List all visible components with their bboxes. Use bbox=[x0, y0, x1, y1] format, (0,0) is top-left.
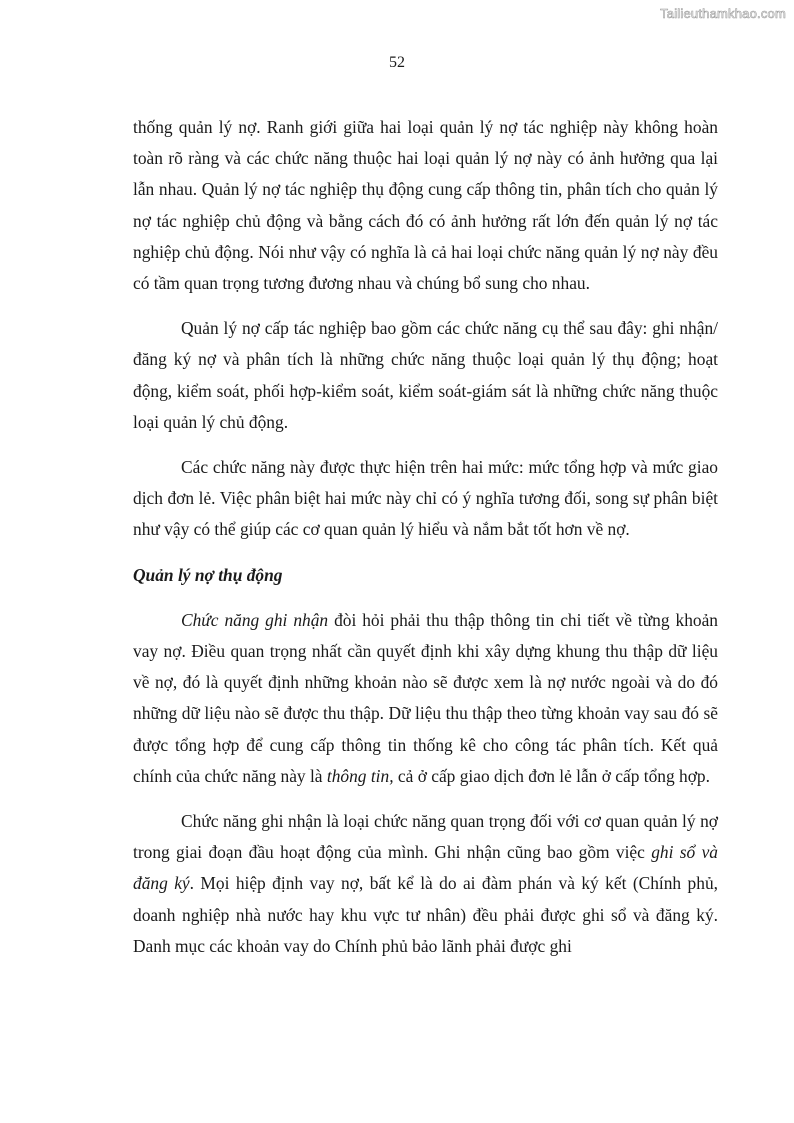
paragraph bbox=[133, 605, 718, 792]
paragraph-text: cả ở cấp giao dịch đơn lẻ lẫn ở cấp tổng hợp. bbox=[393, 765, 710, 786]
paragraph-text: . Mọi hiệp định vay nợ, bất kể là do ai đàm phán và ký kết (Chính phủ, doanh nghiệp nhà nước hay khu vực tư nhân) đều phải được ghi sổ và đăng ký. Danh mục các khoản vay do Chính phủ bảo lãnh phải được ghi bbox=[133, 873, 718, 956]
document-body bbox=[133, 112, 718, 976]
emphasis-term: ghi sổ và đăng ký bbox=[133, 842, 718, 894]
paragraph: thống quản lý nợ. Ranh giới giữa hai loại quản lý nợ tác nghiệp này không hoàn toàn rõ ràng và các chức năng thuộc hai loại quản lý nợ này có ảnh hưởng qua lại lẫn nhau. Quản lý nợ tác nghiệp thụ động cung cấp thông tin, phân tích cho quản lý nợ tác nghiệp chủ động và bằng cách đó có ảnh hưởng rất lớn đến quản lý nợ tác nghiệp chủ động. Nói như vậy có nghĩa là cả hai loại chức năng quản lý nợ này đều có tầm quan trọng tương đương nhau và chúng bổ sung cho nhau. bbox=[133, 117, 718, 294]
section-heading: Quản lý nợ thụ động bbox=[133, 564, 283, 585]
page-number: 52 bbox=[389, 54, 405, 71]
watermark: Tailieuthamkhao.com bbox=[660, 6, 786, 21]
paragraph-text: đòi hỏi phải thu thập thông tin chi tiết về từng khoản vay nợ. Điều quan trọng nhất cần quyết định khi xây dựng khung thu thập dữ liệu về nợ, đó là quyết định những khoản nào sẽ được xem là nợ nước ngoài và do đó những dữ liệu nào sẽ được thu thập. Dữ liệu thu thập theo từng khoản vay sau đó sẽ được tổng hợp để cung cấp thông tin thống kê cho công tác phân tích. Kết quả chính của chức năng này là bbox=[133, 609, 719, 786]
paragraph: Các chức năng này được thực hiện trên hai mức: mức tổng hợp và mức giao dịch đơn lẻ. Việc phân biệt hai mức này chỉ có ý nghĩa tương đối, song sự phân biệt như vậy có thể giúp các cơ quan quản lý hiểu và nắm bắt tốt hơn về nợ. bbox=[133, 457, 718, 540]
paragraph: Quản lý nợ cấp tác nghiệp bao gồm các chức năng cụ thể sau đây: ghi nhận/đăng ký nợ và phân tích là những chức năng thuộc loại quản lý thụ động; hoạt động, kiểm soát, phối hợp-kiểm soát, kiểm soát-giám sát là những chức năng thuộc loại quản lý chủ động. bbox=[133, 318, 718, 432]
paragraph bbox=[133, 806, 718, 962]
emphasis-term: thông tin, bbox=[326, 765, 394, 786]
emphasis-term: Chức năng ghi nhận bbox=[181, 609, 329, 630]
paragraph-text: Chức năng ghi nhận là loại chức năng quan trọng đối với cơ quan quản lý nợ trong giai đoạn đầu hoạt động của mình. Ghi nhận cũng bao gồm việc bbox=[133, 811, 718, 863]
